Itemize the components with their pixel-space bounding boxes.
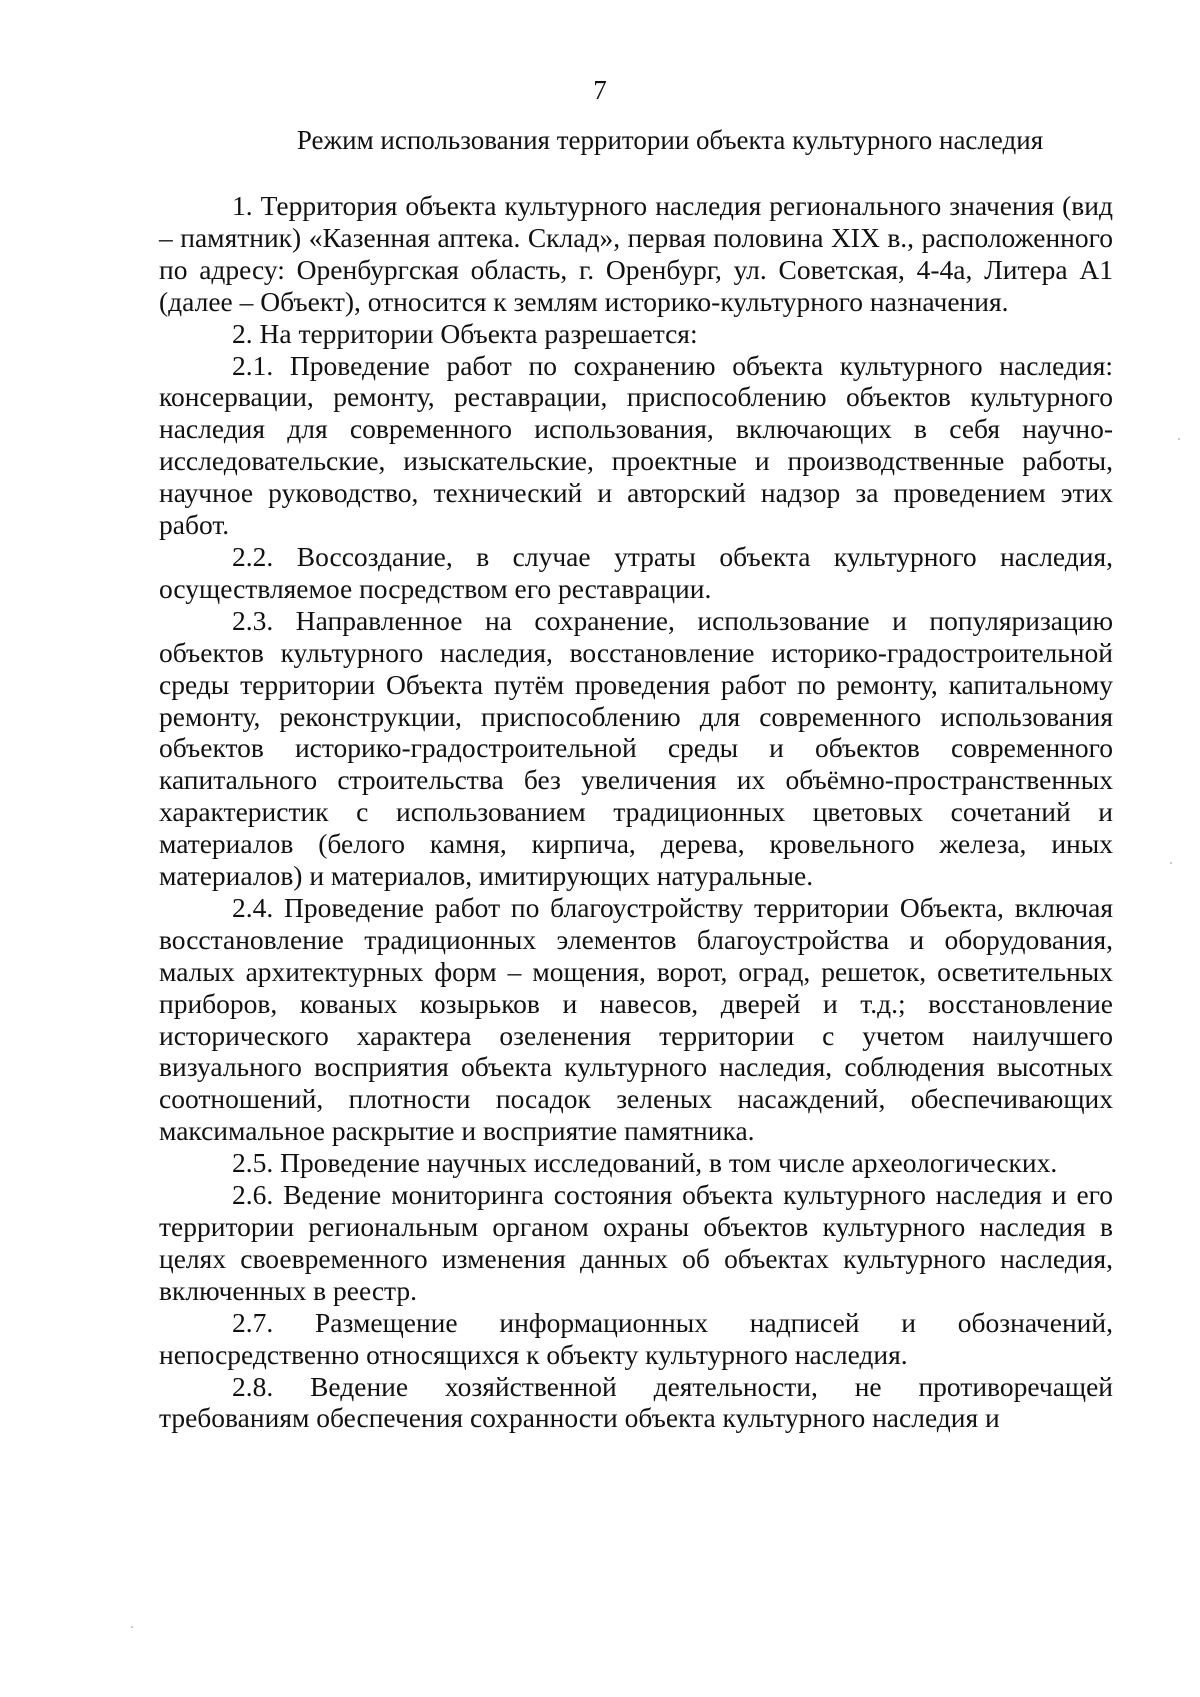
- paragraph-2-8: 2.8. Ведение хозяйственной деятельности, не противоречащей требованиям обеспечения сохранности объекта культурного наследия и: [159, 1370, 1113, 1434]
- paragraph-2-4: 2.4. Проведение работ по благоустройству территории Объекта, включая восстановление традиционных элементов благоустройства и оборудования, малых архитектурных форм – мощения, ворот, оград, решеток, осветительных приборов, кованых козырьков и навесов, дверей и т.д.; восстановление исторического характера озеленения территории с учетом наилучшего визуального восприятия объекта культурного наследия, соблюдения высотных соотношений, плотности посадок зеленых насаждений, обеспечивающих максимальное раскрытие и восприятие памятника.: [159, 891, 1113, 1147]
- scan-speck: [1170, 862, 1172, 864]
- scan-speck: [131, 1626, 133, 1628]
- page-number: 7: [593, 75, 607, 105]
- paragraph-2-2: 2.2. Воссоздание, в случае утраты объекта культурного наследия, осуществляемое посредством его реставрации.: [159, 540, 1113, 604]
- paragraph-2: 2. На территории Объекта разрешается:: [232, 317, 698, 349]
- paragraph-2-3: 2.3. Направленное на сохранение, использование и популяризацию объектов культурного наследия, восстановление историко-градостроительной среды территории Объекта путём проведения работ по ремонту, капитальному ремонту, реконструкции, приспособлению для современного использования объектов историко-градостроительной среды и объектов современного капитального строительства без увеличения их объёмно-пространственных характеристик с использованием традиционных цветовых сочетаний и материалов (белого камня, кирпича, дерева, кровельного железа, иных материалов) и материалов, имитирующих натуральные.: [159, 604, 1113, 892]
- section-title: Режим использования территории объекта культурного наследия: [296, 125, 1044, 155]
- paragraph-2-6: 2.6. Ведение мониторинга состояния объекта культурного наследия и его территории региональным органом охраны объектов культурного наследия в целях своевременного изменения данных об объектах культурного наследия, включенных в реестр.: [159, 1179, 1113, 1306]
- paragraph-2-1: 2.1. Проведение работ по сохранению объекта культурного наследия: консервации, ремонту, реставрации, приспособлению объектов культурного наследия для современного использования, включающих в себя научно-исследовательские, изыскательские, проектные и производственные работы, научное руководство, технический и авторский надзор за проведением этих работ.: [159, 349, 1113, 541]
- paragraph-2-5: 2.5. Проведение научных исследований, в том числе археологических.: [232, 1147, 1058, 1179]
- scan-speck: [1178, 438, 1180, 440]
- paragraph-2-7: 2.7. Размещение информационных надписей и обозначений, непосредственно относящихся к объекту культурного наследия.: [159, 1306, 1113, 1370]
- document-body: [159, 190, 1113, 1434]
- paragraph-1: 1. Территория объекта культурного наследия регионального значения (вид – памятник) «Казенная аптека. Склад», первая половина XIX в., расположенного по адресу: Оренбургская область, г. Оренбург, ул. Советская, 4-4а, Литера А1 (далее – Объект), относится к землям историко-культурного назначения.: [159, 190, 1113, 317]
